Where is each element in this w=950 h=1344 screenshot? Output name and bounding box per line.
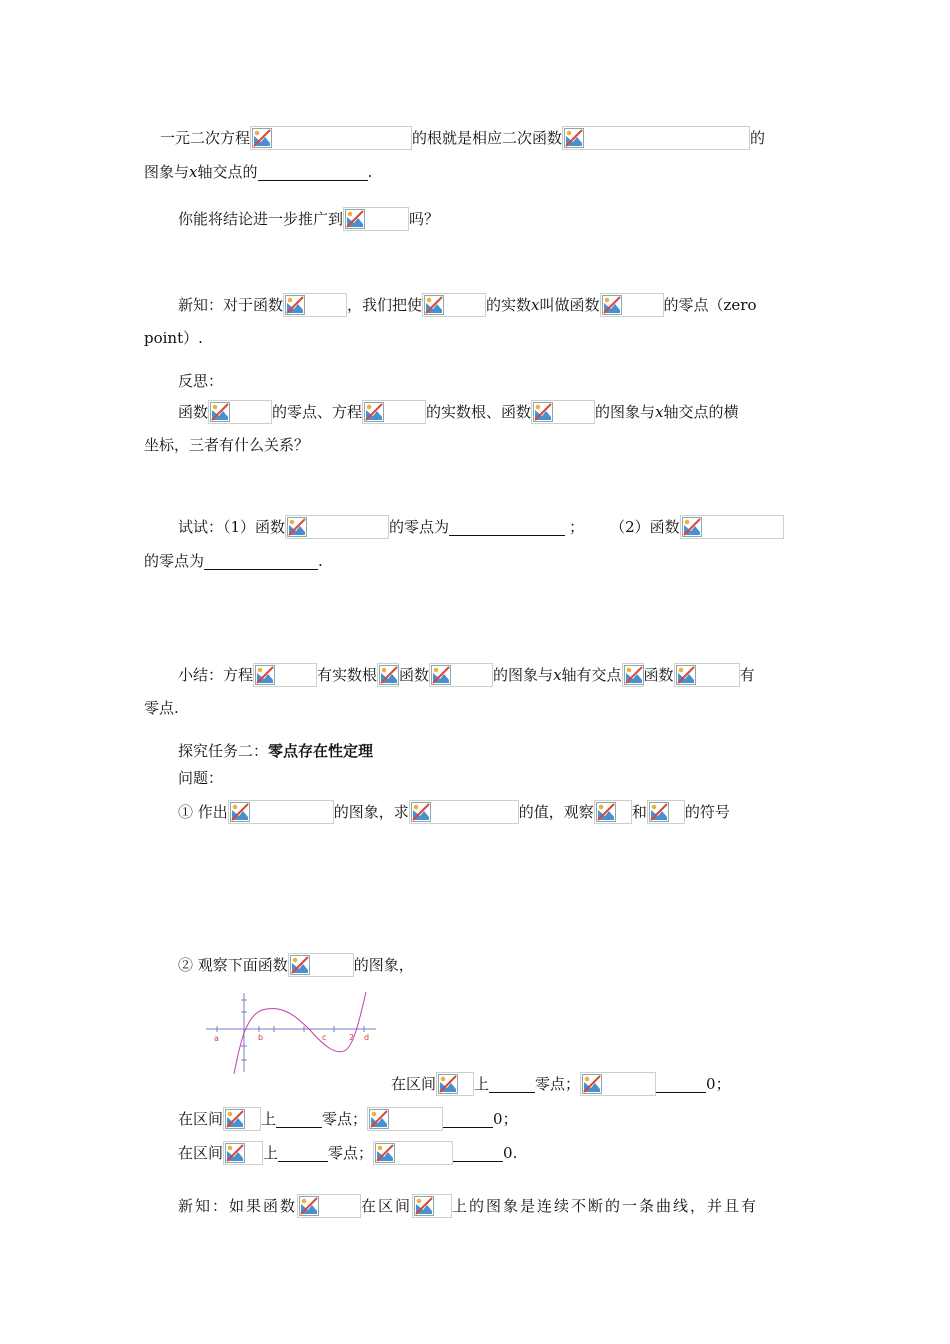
text: 的实数: [486, 296, 532, 314]
equation-image: [285, 515, 389, 539]
text: 的零点为: [144, 552, 205, 570]
text: 的零点、方程: [272, 403, 363, 421]
broken-image-icon: [364, 402, 384, 422]
paragraph-12: [178, 1193, 758, 1217]
equation-image: [253, 663, 317, 687]
equation-image: [562, 126, 750, 150]
text: 轴交点的横: [663, 403, 739, 421]
var-x: x: [655, 403, 664, 421]
fill-blank[interactable]: [489, 1074, 535, 1093]
text: 新知：如果函数: [178, 1197, 298, 1215]
label-a: a: [214, 1034, 219, 1043]
function-curve: [234, 992, 366, 1074]
text: .: [318, 552, 323, 570]
broken-image-icon: [564, 128, 584, 148]
broken-image-icon: [230, 802, 250, 822]
broken-image-icon: [582, 1074, 602, 1094]
text: 你能将结论进一步推广到: [178, 210, 344, 228]
equation-image: [250, 126, 412, 150]
text: .: [367, 163, 373, 181]
equation-image: [422, 293, 486, 317]
section-heading: [178, 738, 373, 762]
broken-image-icon: [375, 1143, 395, 1163]
label-d: d: [364, 1033, 370, 1042]
text: 0；: [706, 1075, 731, 1093]
paragraph-5: [178, 399, 739, 423]
text: 在区间: [178, 1144, 224, 1162]
equation-image: [228, 800, 334, 824]
text: 叫做函数: [539, 296, 600, 314]
interval-image: [412, 1194, 452, 1218]
paragraph-3: [178, 292, 757, 316]
paragraph-7: [178, 662, 755, 686]
text: 的值，观察: [518, 803, 594, 821]
equation-image: [680, 515, 784, 539]
fill-blank[interactable]: [204, 551, 318, 570]
broken-image-icon: [624, 665, 644, 685]
text: 探究任务二：: [178, 742, 269, 760]
text: 有: [739, 666, 755, 684]
text: 的图象与: [595, 403, 656, 421]
paragraph-1-cont: [144, 159, 372, 183]
text: 在区间: [178, 1110, 224, 1128]
label-b: b: [258, 1033, 264, 1042]
broken-image-icon: [602, 295, 622, 315]
broken-image-icon: [431, 665, 451, 685]
text: 上: [474, 1075, 490, 1093]
text: 的: [750, 129, 766, 147]
text: 在区间: [391, 1075, 437, 1093]
text: 图象与: [144, 163, 190, 181]
equation-image: [362, 400, 426, 424]
text: 零点；: [535, 1075, 581, 1093]
paragraph-6: [178, 514, 784, 538]
equation-image: [429, 663, 493, 687]
label-c: c: [322, 1033, 327, 1042]
text: 0.: [503, 1144, 518, 1162]
broken-image-icon: [287, 517, 307, 537]
broken-image-icon: [345, 209, 365, 229]
product-image: [580, 1072, 656, 1096]
product-image: [373, 1141, 453, 1165]
text: ① 作出: [178, 803, 228, 821]
question-label: [178, 765, 223, 789]
text: 新知：对于函数: [178, 296, 284, 314]
fill-blank[interactable]: [258, 162, 368, 181]
text: 轴有交点: [561, 666, 622, 684]
broken-image-icon: [379, 665, 399, 685]
text: 有实数根: [317, 666, 378, 684]
text: 上的图象是连续不断的一条曲线，并且有: [452, 1197, 759, 1215]
equation-image: [409, 800, 519, 824]
text: 的符号: [684, 803, 730, 821]
fill-blank[interactable]: [656, 1074, 706, 1093]
paragraph-4: [178, 368, 223, 392]
var-x: x: [531, 296, 540, 314]
text: 的图象，: [353, 956, 414, 974]
fill-blank[interactable]: [443, 1109, 493, 1128]
text: point）.: [144, 329, 203, 347]
text: 函数: [399, 666, 430, 684]
broken-image-icon: [533, 402, 553, 422]
text: 的根就是相应二次函数: [412, 129, 563, 147]
broken-image-icon: [411, 802, 431, 822]
equation-image: [297, 1194, 361, 1218]
equation-image: [288, 953, 354, 977]
question-1: [178, 799, 730, 823]
text: 轴交点的: [197, 163, 258, 181]
interval-image: [223, 1141, 263, 1165]
text: 的零点（zero: [663, 296, 757, 314]
product-image: [367, 1107, 443, 1131]
paragraph-2: [178, 206, 439, 230]
broken-image-icon: [210, 402, 230, 422]
text: 函数: [643, 666, 674, 684]
broken-image-icon: [414, 1196, 434, 1216]
equation-image: [594, 800, 632, 824]
text: ② 观察下面函数: [178, 956, 288, 974]
text: 坐标，三者有什么关系？: [144, 436, 310, 454]
broken-image-icon: [290, 955, 310, 975]
broken-image-icon: [225, 1109, 245, 1129]
broken-image-icon: [596, 802, 616, 822]
text: 在区间: [361, 1197, 413, 1215]
text: 零点；: [328, 1144, 374, 1162]
text: 问题：: [178, 769, 224, 787]
paragraph-3-cont: [144, 325, 203, 349]
text: 零点.: [144, 699, 179, 717]
interval-line-3: [178, 1140, 517, 1164]
broken-image-icon: [676, 665, 696, 685]
text: （2）函数: [610, 518, 680, 536]
paragraph-1: [160, 125, 765, 149]
interval-line-2: [178, 1106, 518, 1130]
arrow-image: [622, 663, 644, 687]
fill-blank[interactable]: [453, 1143, 503, 1162]
text: 的图象与: [493, 666, 554, 684]
section-title: 零点存在性定理: [268, 742, 374, 760]
interval-line-1: [391, 1071, 731, 1095]
text: ；: [569, 518, 585, 536]
text: 和: [631, 803, 647, 821]
paragraph-6-cont: [144, 548, 323, 572]
var-x: x: [553, 666, 562, 684]
arrow-image: [377, 663, 399, 687]
fill-blank[interactable]: [449, 517, 565, 536]
paragraph-7-cont: [144, 695, 179, 719]
text: 0；: [493, 1110, 518, 1128]
fill-blank[interactable]: [278, 1143, 328, 1162]
broken-image-icon: [682, 517, 702, 537]
broken-image-icon: [285, 295, 305, 315]
text: 零点；: [322, 1110, 368, 1128]
broken-image-icon: [649, 802, 669, 822]
equation-image: [600, 293, 664, 317]
fill-blank[interactable]: [276, 1109, 322, 1128]
var-x: x: [189, 163, 198, 181]
equation-image: [343, 207, 409, 231]
equation-image: [647, 800, 685, 824]
equation-image: [531, 400, 595, 424]
interval-image: [436, 1072, 474, 1096]
text: 函数: [178, 403, 209, 421]
broken-image-icon: [299, 1196, 319, 1216]
text: 试试：（1）函数: [178, 518, 286, 536]
broken-image-icon: [252, 128, 272, 148]
equation-image: [283, 293, 347, 317]
broken-image-icon: [424, 295, 444, 315]
text: 上: [263, 1144, 279, 1162]
interval-image: [223, 1107, 261, 1131]
text: 一元二次方程: [160, 129, 251, 147]
label-2: 2: [349, 1033, 355, 1042]
broken-image-icon: [438, 1074, 458, 1094]
text: 吗？: [409, 210, 440, 228]
text: 上: [261, 1110, 277, 1128]
text: 小结：方程: [178, 666, 254, 684]
text: ，我们把使: [347, 296, 423, 314]
broken-image-icon: [369, 1109, 389, 1129]
equation-image: [208, 400, 272, 424]
text: 的图象，求: [333, 803, 409, 821]
text: 的零点为: [389, 518, 450, 536]
question-2: [178, 952, 414, 976]
paragraph-5-cont: [144, 432, 309, 456]
broken-image-icon: [225, 1143, 245, 1163]
broken-image-icon: [255, 665, 275, 685]
text: 反思：: [178, 372, 224, 390]
equation-image: [674, 663, 740, 687]
text: 的实数根、函数: [426, 403, 532, 421]
cubic-function-graph: [204, 988, 380, 1074]
